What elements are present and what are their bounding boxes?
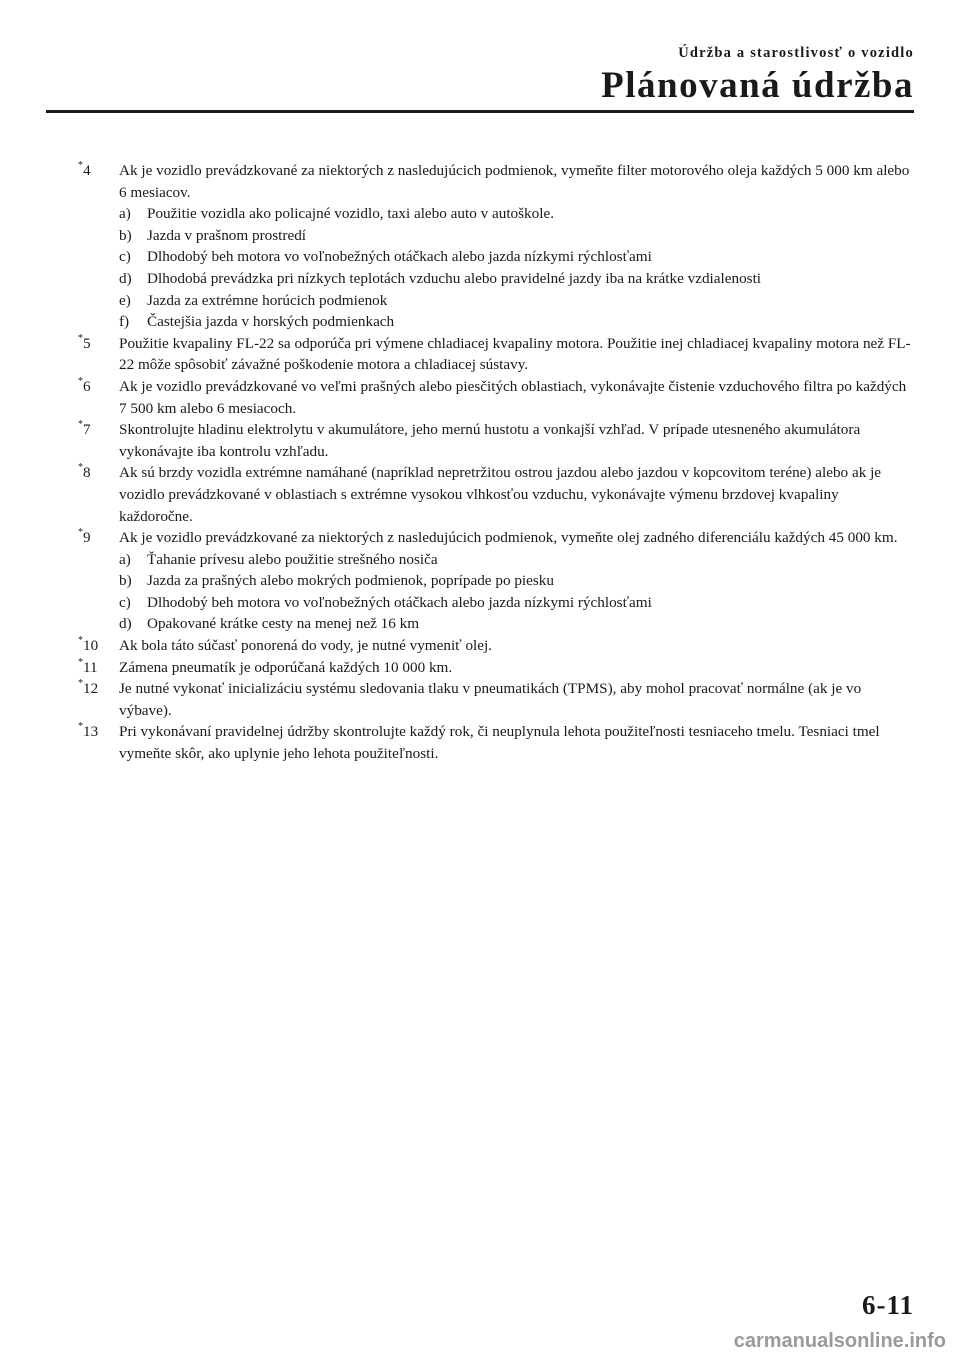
- footnote-number: 7: [83, 421, 91, 439]
- footnote-text: Ak bola táto súčasť ponorená do vody, je nutné vymeniť olej.: [119, 637, 493, 655]
- asterisk-mark: *: [78, 159, 83, 171]
- footnote-number: 4: [83, 162, 91, 179]
- footnote-text: Použitie kvapaliny FL-22 sa odporúča pri výmene chladiacej kvapaliny motora. Použitie inej chladiacej kvapaliny motora než FL-22 môže spôsobiť závažné poškodenie motora a chladiacej sústavy.: [119, 334, 911, 374]
- footnote-11: [78, 656, 914, 679]
- subitem-text: Dlhodobý beh motora vo voľnobežných otáčkach alebo jazda nízkymi rýchlosťami: [147, 248, 652, 266]
- footnote-number: 10: [83, 637, 99, 655]
- footnote-marker: [78, 419, 91, 441]
- page-number: 6-11: [861, 1290, 914, 1320]
- subitem-text: Dlhodobá prevádzka pri nízkych teplotách vzduchu alebo pravidelné jazdy iba na krátke vzdialenosti: [147, 269, 762, 287]
- subitem-letter: b): [119, 572, 132, 590]
- footnote-subitem: [119, 613, 914, 635]
- footnote-number: 9: [83, 529, 91, 547]
- footnote-6: [78, 375, 914, 419]
- footnote-marker: [78, 678, 98, 700]
- subitem-text: Opakované krátke cesty na menej než 16 km: [147, 615, 420, 633]
- subitem-text: Dlhodobý beh motora vo voľnobežných otáčkach alebo jazda nízkymi rýchlosťami: [147, 593, 652, 611]
- footnote-text: Ak je vozidlo prevádzkované vo veľmi prašných alebo piesčitých oblastiach, vykonávajte čistenie vzduchového filtra po každých 7 500 km alebo 6 mesiacoch.: [119, 377, 907, 417]
- asterisk-mark: *: [78, 721, 83, 733]
- footnote-8: [78, 462, 914, 527]
- footnote-marker: [78, 721, 98, 743]
- asterisk-mark: *: [78, 332, 83, 344]
- footnote-subitem: [119, 203, 914, 225]
- footnote-marker: [78, 657, 98, 679]
- footnote-9: [78, 527, 914, 635]
- asterisk-mark: *: [78, 635, 83, 646]
- footnote-marker: [78, 635, 98, 657]
- asterisk-mark: *: [78, 375, 83, 387]
- asterisk-mark: *: [78, 656, 83, 668]
- footnote-number: 11: [83, 658, 98, 676]
- footnote-7: [78, 419, 914, 462]
- subitem-text: Častejšia jazda v horských podmienkach: [147, 313, 395, 331]
- footnote-text: Pri vykonávaní pravidelnej údržby skontrolujte každý rok, či neuplynula lehota použiteľnosti tesniaceho tmelu. Tesniaci tmel vymeňte skôr, ako uplynie jeho lehota použiteľnosti.: [119, 723, 880, 763]
- footnote-4: [78, 159, 914, 333]
- footnotes-list: [78, 159, 914, 765]
- footnote-number: 8: [83, 464, 91, 482]
- subitem-text: Použitie vozidla ako policajné vozidlo, taxi alebo auto v autoškole.: [147, 205, 554, 223]
- footnote-marker: [78, 333, 91, 355]
- footnote-number: 5: [83, 334, 91, 352]
- subitem-letter: d): [119, 615, 132, 633]
- subitem-letter: b): [119, 226, 132, 244]
- subitem-letter: f): [119, 313, 130, 331]
- footnote-marker: [78, 527, 91, 549]
- footnote-subitem: [119, 311, 914, 333]
- subitem-text: Jazda v prašnom prostredí: [147, 226, 307, 244]
- section-title: Údržba a starostlivosť o vozidlo: [678, 45, 914, 61]
- footnote-subitem: [119, 592, 914, 614]
- footnote-12: [78, 678, 914, 721]
- footnote-subitem: [119, 549, 914, 571]
- subitem-letter: e): [119, 291, 131, 309]
- footnote-13: [78, 721, 914, 764]
- footnote-marker: [78, 160, 91, 182]
- footnote-number: 13: [83, 723, 99, 741]
- footnote-subitem: [119, 225, 914, 247]
- subitem-letter: c): [119, 593, 131, 611]
- footnote-text: Je nutné vykonať inicializáciu systému sledovania tlaku v pneumatikách (TPMS), aby mohol pracovať normálne (ak je vo výbave).: [119, 680, 862, 719]
- footnote-number: 6: [83, 377, 91, 395]
- footnote-marker: [78, 376, 91, 398]
- footnote-text: Ak sú brzdy vozidla extrémne namáhané (napríklad nepretržitou ostrou jazdou alebo jazdou v kopcovitom teréne) alebo ak je vozidlo prevádzkované v oblastiach s extrémne vysokou vlhkosťou vzduchu, vykonávajte výmenu brzdovej kvapaliny každoročne.: [119, 464, 882, 525]
- asterisk-mark: *: [78, 527, 83, 539]
- footnote-text: Skontrolujte hladinu elektrolytu v akumulátore, jeho mernú hustotu a vonkajší vzhľad. V prípade utesneného akumulátora vykonávajte iba kontrolu vzhľadu.: [119, 421, 861, 460]
- footnote-5: [78, 332, 914, 376]
- header-rule: [46, 110, 914, 113]
- subitem-text: Ťahanie prívesu alebo použitie strešného nosiča: [147, 550, 438, 568]
- subitem-letter: a): [119, 205, 131, 223]
- page-title: Plánovaná údržba: [601, 65, 914, 106]
- footnote-subitem: [119, 570, 914, 592]
- footnote-text: Ak je vozidlo prevádzkované za niektorých z nasledujúcich podmienok, vymeňte filter motorového oleja každých 5 000 km alebo 6 mesiacov.: [119, 162, 910, 201]
- asterisk-mark: *: [78, 678, 83, 690]
- asterisk-mark: *: [78, 419, 83, 431]
- footnote-subitem: [119, 246, 914, 268]
- subitem-letter: a): [119, 550, 131, 568]
- subitem-letter: c): [119, 248, 131, 266]
- footnote-text: Zámena pneumatík je odporúčaná každých 10 000 km.: [119, 658, 453, 676]
- footnote-number: 12: [83, 680, 99, 698]
- footnote-subitem: [119, 268, 914, 290]
- footnote-text: Ak je vozidlo prevádzkované za niektorých z nasledujúcich podmienok, vymeňte olej zadného diferenciálu každých 45 000 km.: [119, 529, 898, 547]
- asterisk-mark: *: [78, 462, 83, 474]
- footnote-marker: [78, 462, 91, 484]
- subitem-letter: d): [119, 269, 132, 287]
- page-header: [601, 44, 914, 108]
- subitem-text: Jazda za extrémne horúcich podmienok: [147, 291, 388, 309]
- subitem-text: Jazda za prašných alebo mokrých podmienok, poprípade po piesku: [147, 572, 554, 590]
- footnote-subitem: [119, 290, 914, 312]
- footnote-10: [78, 635, 914, 657]
- watermark: carmanualsonline.info: [733, 1330, 946, 1352]
